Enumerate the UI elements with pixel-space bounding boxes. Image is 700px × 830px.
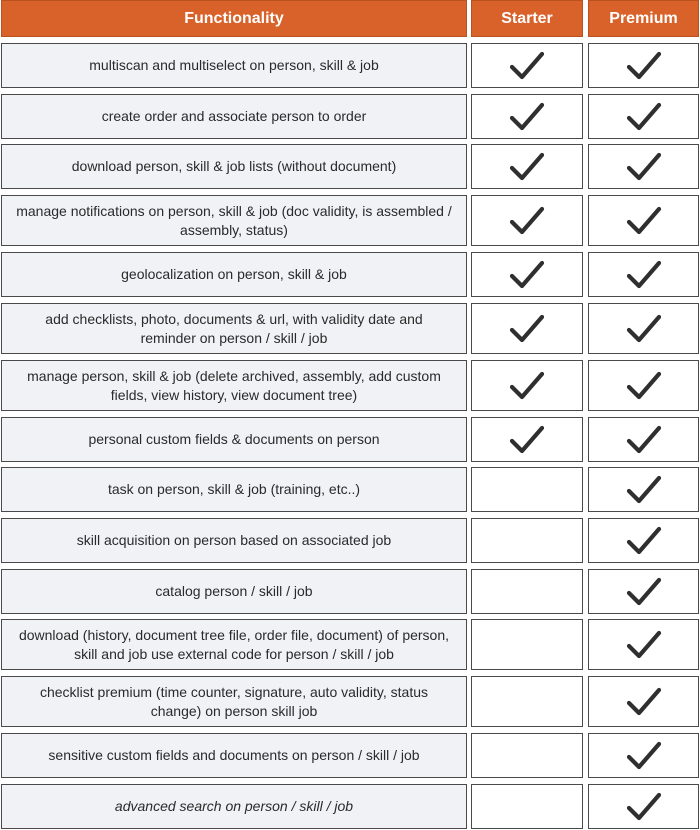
- table-row: [0, 733, 700, 778]
- table-row: [0, 518, 700, 563]
- checkmark-icon: [626, 741, 662, 771]
- premium-cell: [588, 467, 699, 512]
- feature-label: sensitive custom fields and documents on person / skill / job: [1, 733, 467, 778]
- table-row: [0, 252, 700, 297]
- starter-cell: [471, 733, 583, 778]
- checkmark-icon: [626, 630, 662, 660]
- table-row: [0, 467, 700, 512]
- checkmark-icon: [509, 152, 545, 182]
- premium-cell: [588, 303, 699, 354]
- checkmark-icon: [509, 425, 545, 455]
- feature-label: multiscan and multiselect on person, skill & job: [1, 43, 467, 88]
- premium-cell: [588, 360, 699, 411]
- header-row: [0, 0, 700, 37]
- starter-cell: [471, 43, 583, 88]
- checkmark-icon: [626, 577, 662, 607]
- premium-cell: [588, 619, 699, 670]
- starter-cell: [471, 195, 583, 246]
- checkmark-icon: [626, 51, 662, 81]
- feature-label: geolocalization on person, skill & job: [1, 252, 467, 297]
- feature-label: task on person, skill & job (training, etc..): [1, 467, 467, 512]
- premium-cell: [588, 417, 699, 462]
- header-premium: Premium: [588, 0, 699, 37]
- premium-cell: [588, 518, 699, 563]
- starter-cell: [471, 784, 583, 829]
- checkmark-icon: [626, 314, 662, 344]
- header-starter: Starter: [471, 0, 583, 37]
- starter-cell: [471, 619, 583, 670]
- header-functionality: Functionality: [1, 0, 467, 37]
- feature-label: add checklists, photo, documents & url, with validity date and reminder on person / skill / job: [1, 303, 467, 354]
- checkmark-icon: [509, 206, 545, 236]
- feature-label: personal custom fields & documents on person: [1, 417, 467, 462]
- checkmark-icon: [509, 102, 545, 132]
- starter-cell: [471, 417, 583, 462]
- premium-cell: [588, 733, 699, 778]
- premium-cell: [588, 784, 699, 829]
- table-row: [0, 676, 700, 727]
- table-row: [0, 94, 700, 139]
- starter-cell: [471, 303, 583, 354]
- checkmark-icon: [626, 792, 662, 822]
- starter-cell: [471, 467, 583, 512]
- premium-cell: [588, 676, 699, 727]
- feature-label: skill acquisition on person based on associated job: [1, 518, 467, 563]
- checkmark-icon: [509, 314, 545, 344]
- feature-label: checklist premium (time counter, signature, auto validity, status change) on person skill job: [1, 676, 467, 727]
- premium-cell: [588, 94, 699, 139]
- checkmark-icon: [626, 206, 662, 236]
- feature-label: download (history, document tree file, order file, document) of person, skill and job use external code for person / skill / job: [1, 619, 467, 670]
- checkmark-icon: [626, 526, 662, 556]
- checkmark-icon: [626, 687, 662, 717]
- starter-cell: [471, 569, 583, 614]
- premium-cell: [588, 569, 699, 614]
- table-row: [0, 569, 700, 614]
- feature-label: download person, skill & job lists (without document): [1, 144, 467, 189]
- starter-cell: [471, 676, 583, 727]
- starter-cell: [471, 518, 583, 563]
- checkmark-icon: [626, 152, 662, 182]
- table-row: [0, 144, 700, 189]
- premium-cell: [588, 144, 699, 189]
- checkmark-icon: [509, 51, 545, 81]
- feature-label: catalog person / skill / job: [1, 569, 467, 614]
- table-row: [0, 43, 700, 88]
- table-row: [0, 784, 700, 829]
- table-row: [0, 360, 700, 411]
- starter-cell: [471, 144, 583, 189]
- checkmark-icon: [509, 371, 545, 401]
- table-row: [0, 303, 700, 354]
- premium-cell: [588, 195, 699, 246]
- feature-label: create order and associate person to order: [1, 94, 467, 139]
- table-row: [0, 619, 700, 670]
- table-row: [0, 195, 700, 246]
- checkmark-icon: [626, 475, 662, 505]
- feature-label: advanced search on person / skill / job: [1, 784, 467, 829]
- starter-cell: [471, 94, 583, 139]
- table-row: [0, 417, 700, 462]
- checkmark-icon: [626, 102, 662, 132]
- checkmark-icon: [626, 371, 662, 401]
- checkmark-icon: [626, 425, 662, 455]
- premium-cell: [588, 43, 699, 88]
- starter-cell: [471, 360, 583, 411]
- starter-cell: [471, 252, 583, 297]
- checkmark-icon: [509, 260, 545, 290]
- feature-label: manage person, skill & job (delete archived, assembly, add custom fields, view history, view document tree): [1, 360, 467, 411]
- feature-label: manage notifications on person, skill & job (doc validity, is assembled / assembly, status): [1, 195, 467, 246]
- premium-cell: [588, 252, 699, 297]
- checkmark-icon: [626, 260, 662, 290]
